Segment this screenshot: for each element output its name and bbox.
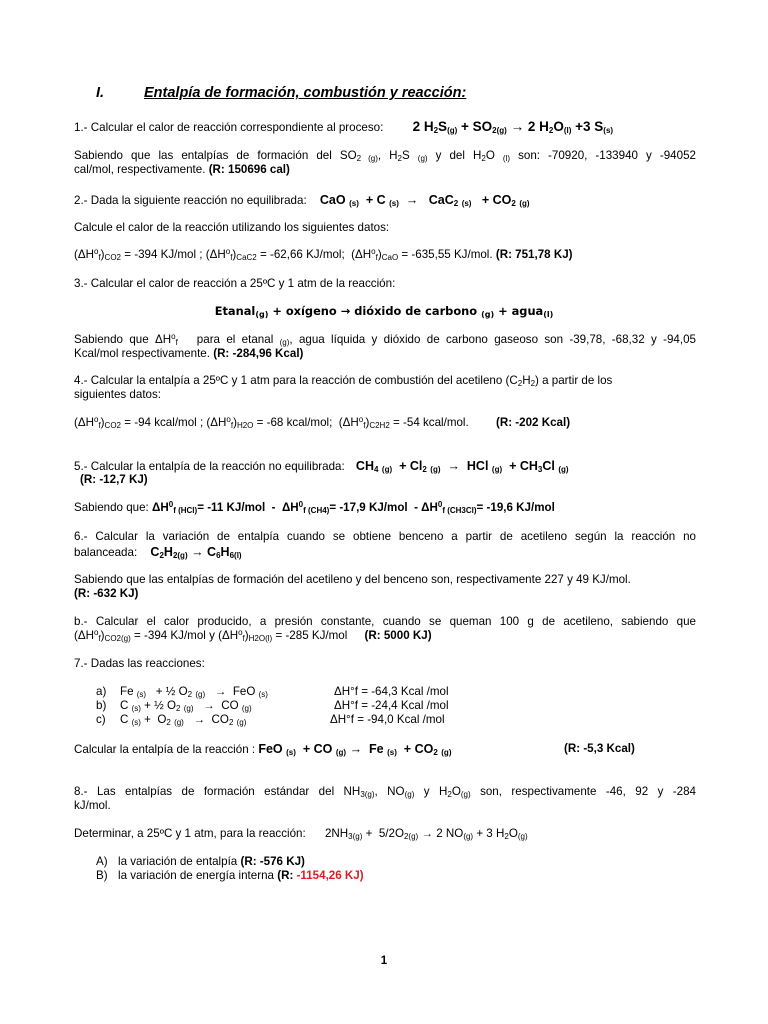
reaction-7-target: FeO $_{(s)}$ + CO $_{(g)}$ → Fe $_{(s)} + CO_2$ $_{(g)}$ xyxy=(258,742,452,757)
answer-3: (R: -284,96 Kcal) xyxy=(213,347,304,360)
problem-3-question: 3.- Calcular el calor de reacción a 25ºC y 1 atm de la reacción: xyxy=(74,277,396,290)
reaction-7a: a) Fe $_{(s)}$ + ½ $O_2$ $_{(g)}$ → FeO $_{(s)}$ ΔH°f = -64,3 Kcal /mol xyxy=(96,685,449,699)
problem-1-question: 1.- Calcular el calor de reacción correspondiente al proceso: 2 $H_2S_{(g)} + SO_{2(g)} \to 2$ $H_2O_{(l)} +3$ $S_{(s)}$ xyxy=(74,119,614,135)
problem-1-data-cont: cal/mol, respectivamente. (R: 150696 cal) xyxy=(74,163,290,176)
reaction-7c: c) C $_{(s)} + O_2$ $_{(g)} \to CO_2$ $_{(g)}$ ΔH°f = -94,0 Kcal /mol xyxy=(96,713,445,727)
problem-2-data: $(\Delta H^o_f)_{CO2} = -394$ KJ/mol ; $(\Delta H^o_f)_{CaC2} = -62,66$ KJ/mol; $(\Delta H^o_f)_{CaO} = -635,55$ KJ/mol. (R: 751,78 KJ) xyxy=(74,247,573,262)
problem-4-question: 4.- Calcular la entalpía a 25ºC y 1 atm para la reacción de combustión del acetileno $(C_2H_2)$ a partir de los xyxy=(74,374,613,388)
reaction-1: 2 $H_2S_{(g)} + SO_{2(g)} \to 2$ $H_2O_{(l)} +3$ $S_{(s)}$ xyxy=(412,119,614,135)
problem-3-data-cont: Kcal/mol respectivamente. (R: -284,96 Kcal) xyxy=(74,347,304,360)
section-title xyxy=(96,86,466,100)
page-number: 1 xyxy=(380,955,388,967)
answer-6: (R: -632 KJ) xyxy=(74,587,139,600)
problem-8-determine: Determinar, a 25ºC y 1 atm, para la reacción: $2NH_{3(g)} + 5/2O_{2(g)} \to 2$ $NO_{(g)} + 3$ $H_2O_{(g)}$ xyxy=(74,827,528,841)
problem-8-question: 8.- Las entalpías de formación estándar del $NH_{3(g)}$, $NO_{(g)}$ y $H_2O_{(g)}$ son, respectivamente -46, 92 y -284 xyxy=(74,785,696,799)
problem-8-item-b: B) la variación de energía interna (R: -1154,26 KJ) xyxy=(96,869,364,882)
problem-8-item-a: A) la variación de entalpía (R: -576 KJ) xyxy=(96,855,305,868)
problem-7-calc: Calcular la entalpía de la reacción : FeO $_{(s)}$ + CO $_{(g)}$ → Fe $_{(s)} + CO_2$ $_{(g)}$ (R: -5,3 Kcal) xyxy=(74,742,635,757)
problem-8-question-cont: kJ/mol. xyxy=(74,799,111,812)
reaction-8: $2NH_{3(g)} + 5/2O_{2(g)} \to 2$ $NO_{(g)} + 3$ $H_2O_{(g)}$ xyxy=(324,827,528,841)
reaction-7b: b) C $_{(s)}$ + ½ $O_2$ $_{(g)}$ → CO $_{(g)}$ ΔH°f = -24,4 Kcal /mol xyxy=(96,699,449,713)
section-heading: Entalpía de formación, combustión y reacción: xyxy=(144,85,467,101)
problem-1-data: Sabiendo que las entalpías de formación del $SO_{2 (g)}$, $H_2S$ $_{(g)}$ y del $H_2O$ $_{(l)}$ son: -70920, -133940 y -94052 xyxy=(74,149,696,163)
problem-2-question: 2.- Dada la siguiente reacción no equilibrada: CaO $_{(s)}$ + C $_{(s)}$ → CaC$_2$ $_{(s)} + CO_2$ $_{(g)}$ xyxy=(74,193,530,208)
problem-4-data: $(\Delta H^o_f)_{CO2} = -94$ kcal/mol ; $(\Delta H^o_f)_{H2O} = -68$ kcal/mol; $(\Delta H^o_f)_{C2H2} = -54$ kcal/mol. (R: -202 Kcal) xyxy=(74,415,571,430)
problem-6b-question: b.- Calcular el calor producido, a presión constante, cuando se queman 100 g de acetileno, sabiendo que xyxy=(74,615,696,628)
answer-6b: (R: 5000 KJ) xyxy=(364,629,432,642)
problem-5-question: 5.- Calcular la entalpía de la reacción no equilibrada: $CH_4$ $_{(g)} + Cl_2$ $_{(g)}$ → HCl $_{(g)} + CH_3Cl$ $_{(g)}$ xyxy=(74,459,569,474)
problem-6b-data: $(\Delta H^o_f)_{CO2(g)} = -394$ KJ/mol y $(\Delta H^o_f)_{H2O(l)} = -285$ KJ/mol (R: 5000 KJ) xyxy=(74,628,432,643)
reaction-3: Etanal$_{(g)}$ + oxígeno → dióxido de carbono $_{(g)}$ + agua$_{(l)}$ xyxy=(214,304,554,319)
problem-3-data: Sabiendo que $\Delta H^o_f$ para el etanal $_{(g)}$, agua líquida y dióxido de carbono gaseoso son -39,78, -68,32 y -94,05 xyxy=(74,332,696,347)
problem-2-instruction: Calcule el calor de la reacción utilizando los siguientes datos: xyxy=(74,221,390,234)
problem-6-question: 6.- Calcular la variación de entalpía cuando se obtiene benceno a partir de acetileno según la reacción no xyxy=(74,530,696,543)
answer-8b: -1154,26 KJ) xyxy=(296,869,364,882)
reaction-5: $CH_4$ $_{(g)} + Cl_2$ $_{(g)}$ → HCl $_{(g)} + CH_3Cl$ $_{(g)}$ xyxy=(355,459,569,474)
reaction-6: $C_2H_{2(g)} \to C_6H_{6(l)}$ xyxy=(150,545,242,560)
answer-8a: (R: -576 KJ) xyxy=(240,855,305,868)
answer-4: (R: -202 Kcal) xyxy=(495,416,571,429)
answer-7: (R: -5,3 Kcal) xyxy=(564,742,635,755)
answer-5: (R: -12,7 KJ) xyxy=(80,473,148,486)
answer-1: (R: 150696 cal) xyxy=(208,163,290,176)
problem-6-data: Sabiendo que las entalpías de formación del acetileno y del benceno son, respectivamente 227 y 49 KJ/mol. xyxy=(74,573,631,586)
problem-6-question-cont: balanceada: $C_2H_{2(g)} \to C_6H_{6(l)}$ xyxy=(74,545,242,560)
problem-5-data: Sabiendo que: $\Delta H^0_{f (HCl)}= -11$ $KJ/mol - \Delta H^0_{f (CH4)}= -17,9$ $KJ/mol - \Delta H^0_{f (CH3Cl)}= -19,6$ KJ/mol xyxy=(74,500,555,515)
problem-7-question: 7.- Dadas las reacciones: xyxy=(74,657,205,670)
reaction-2: CaO $_{(s)}$ + C $_{(s)}$ → CaC$_2$ $_{(s)} + CO_2$ $_{(g)}$ xyxy=(319,193,530,208)
section-numeral: I. xyxy=(96,85,105,101)
answer-2: (R: 751,78 KJ) xyxy=(495,248,573,261)
problem-4-question-cont: siguientes datos: xyxy=(74,388,162,401)
